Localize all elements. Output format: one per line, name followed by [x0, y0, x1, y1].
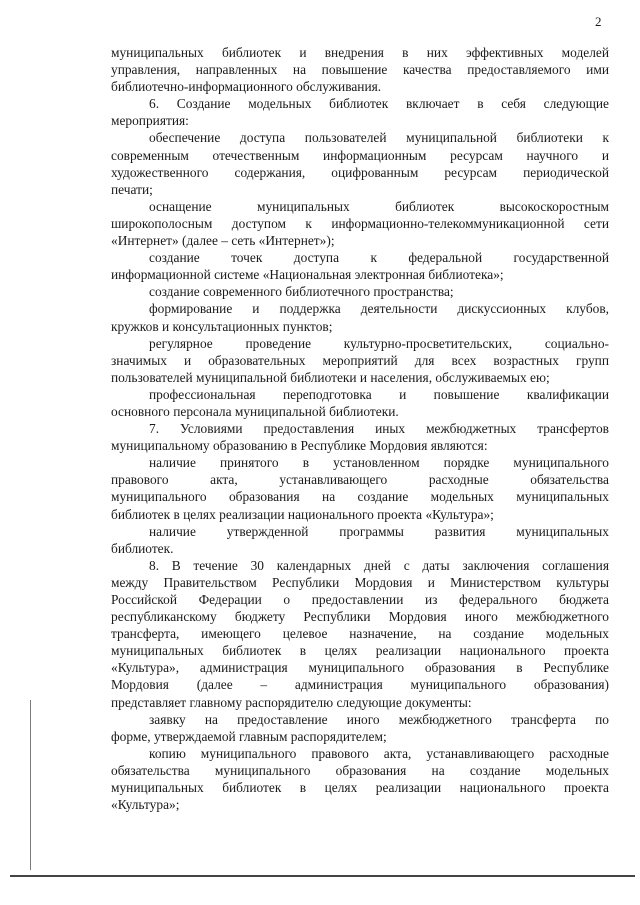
- text-line: регулярное проведение культурно-просветительских, социально-: [149, 335, 609, 351]
- text-line: «Интернет» (далее – сеть «Интернет»);: [111, 233, 335, 249]
- text-line: печати;: [111, 181, 153, 197]
- text-line: библиотечно-информационного обслуживания.: [111, 79, 382, 95]
- text-line: создание современного библиотечного пространства;: [149, 284, 454, 300]
- text-line: Мордовия (далее – администрация муниципального образования): [111, 677, 609, 693]
- text-line: обеспечение доступа пользователей муниципальной библиотеки к: [149, 130, 609, 146]
- text-line: правового акта, устанавливающего расходные обязательства: [111, 472, 609, 488]
- text-line: значимых и образовательных мероприятий для всех возрастных групп: [111, 352, 609, 368]
- text-line: библиотек.: [111, 540, 174, 556]
- text-line: трансферта, имеющего целевое назначение, на создание модельных: [111, 626, 609, 642]
- text-line: профессиональная переподготовка и повышение квалификации: [149, 386, 609, 402]
- text-line: муниципальных библиотек в целях реализации национального проекта: [111, 643, 609, 659]
- document-body: [111, 44, 609, 813]
- text-line: кружков и консультационных пунктов;: [111, 318, 333, 334]
- text-line: пользователей муниципальной библиотеки и населения, обслуживаемых ею;: [111, 369, 550, 385]
- text-line: 7. Условиями предоставления иных межбюджетных трансфертов: [149, 421, 609, 437]
- page-number: 2: [595, 14, 602, 29]
- text-line: наличие утвержденной программы развития муниципальных: [149, 523, 609, 539]
- text-line: 8. В течение 30 календарных дней с даты заключения соглашения: [149, 557, 609, 573]
- text-line: копию муниципального правового акта, устанавливающего расходные: [149, 745, 609, 761]
- text-line: муниципальных библиотек в целях реализации национального проекта: [111, 780, 609, 796]
- text-line: «Культура», администрация муниципального образования в Республике: [111, 660, 609, 676]
- text-line: основного персонала муниципальной библиотеки.: [111, 403, 399, 419]
- text-line: республиканскому бюджету Республики Мордовия иного межбюджетного: [111, 609, 609, 625]
- text-line: художественного содержания, оцифрованным ресурсам периодической: [111, 164, 609, 180]
- text-line: широкополосным доступом к информационно-телекоммуникационной сети: [111, 215, 609, 231]
- text-line: мероприятия:: [111, 113, 189, 129]
- scan-margin-line: [30, 700, 31, 870]
- text-line: муниципальному образованию в Республике Мордовия являются:: [111, 438, 488, 454]
- text-line: 6. Создание модельных библиотек включает в себя следующие: [149, 96, 609, 112]
- text-line: «Культура»;: [111, 797, 180, 813]
- text-line: между Правительством Республики Мордовия и Министерством культуры: [111, 574, 609, 590]
- text-line: обязательства муниципального образования на создание модельных: [111, 762, 609, 778]
- text-line: библиотек в целях реализации национального проекта «Культура»;: [111, 506, 494, 522]
- text-line: муниципального образования на создание модельных муниципальных: [111, 489, 609, 505]
- text-line: управления, направленных на повышение качества предоставляемого ими: [111, 62, 609, 78]
- text-line: наличие принятого в установленном порядке муниципального: [149, 455, 609, 471]
- text-line: форме, утверждаемой главным распорядителем;: [111, 728, 387, 744]
- text-line: информационной системе «Национальная электронная библиотека»;: [111, 267, 504, 283]
- scan-bottom-edge: [10, 875, 635, 877]
- text-line: оснащение муниципальных библиотек высокоскоростным: [149, 198, 609, 214]
- text-line: Российской Федерации о предоставлении из федерального бюджета: [111, 592, 609, 607]
- text-line: современным отечественным информационным ресурсам научного и: [111, 147, 609, 163]
- text-line: муниципальных библиотек и внедрения в них эффективных моделей: [111, 45, 609, 60]
- text-line: создание точек доступа к федеральной государственной: [149, 250, 609, 266]
- text-line: заявку на предоставление иного межбюджетного трансферта по: [149, 711, 609, 727]
- text-line: представляет главному распорядителю следующие документы:: [111, 694, 472, 710]
- text-line: формирование и поддержка деятельности дискуссионных клубов,: [149, 301, 609, 317]
